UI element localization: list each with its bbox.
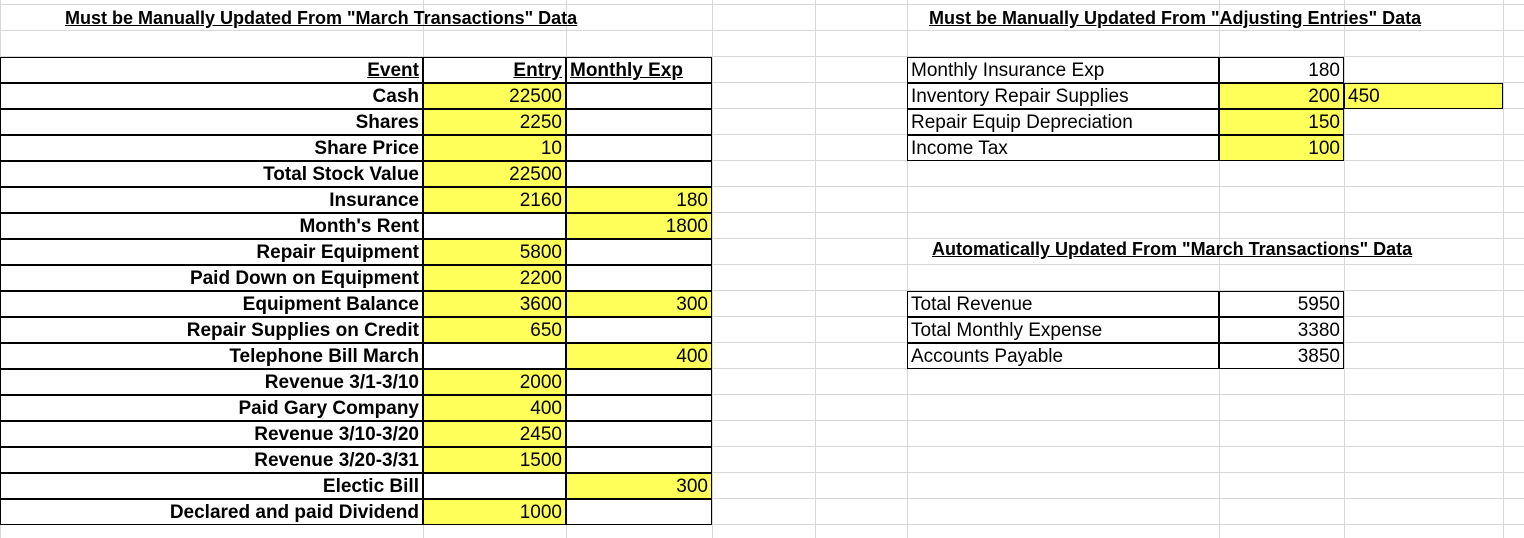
adjusting-label-cell[interactable]: Repair Equip Depreciation bbox=[907, 109, 1219, 135]
auto-value-cell[interactable]: 5950 bbox=[1219, 291, 1344, 317]
entry-cell[interactable]: 400 bbox=[423, 395, 566, 421]
entry-cell[interactable] bbox=[423, 473, 566, 499]
adjusting-value-cell[interactable]: 100 bbox=[1219, 135, 1344, 161]
adjusting-extra-cell[interactable]: 450 bbox=[1344, 83, 1503, 109]
auto-value-cell[interactable]: 3850 bbox=[1219, 343, 1344, 369]
event-label-cell[interactable]: Electic Bill bbox=[0, 473, 423, 499]
event-label-cell[interactable]: Share Price bbox=[0, 135, 423, 161]
entry-cell[interactable]: 2200 bbox=[423, 265, 566, 291]
monthly-exp-cell[interactable] bbox=[566, 83, 712, 109]
event-label-cell[interactable]: Repair Equipment bbox=[0, 239, 423, 265]
auto-value-cell[interactable]: 3380 bbox=[1219, 317, 1344, 343]
monthly-exp-cell[interactable] bbox=[566, 499, 712, 525]
header-adjusting-manual: Must be Manually Updated From "Adjusting Entries" Data bbox=[929, 8, 1422, 28]
auto-label-cell[interactable]: Total Monthly Expense bbox=[907, 317, 1219, 343]
header-march-manual: Must be Manually Updated From "March Transactions" Data bbox=[65, 8, 578, 28]
monthly-exp-cell[interactable] bbox=[566, 421, 712, 447]
monthly-exp-cell[interactable] bbox=[566, 395, 712, 421]
adjusting-label-cell[interactable]: Monthly Insurance Exp bbox=[907, 57, 1219, 83]
event-label-cell[interactable]: Cash bbox=[0, 83, 423, 109]
entry-cell[interactable] bbox=[423, 343, 566, 369]
entry-cell[interactable]: 5800 bbox=[423, 239, 566, 265]
monthly-exp-cell[interactable]: 400 bbox=[566, 343, 712, 369]
monthly-exp-cell[interactable] bbox=[566, 161, 712, 187]
entry-cell[interactable]: 3600 bbox=[423, 291, 566, 317]
monthly-exp-cell[interactable] bbox=[566, 239, 712, 265]
adjusting-value-cell[interactable]: 180 bbox=[1219, 57, 1344, 83]
event-label-cell[interactable]: Month's Rent bbox=[0, 213, 423, 239]
entry-cell[interactable]: 1000 bbox=[423, 499, 566, 525]
monthly-exp-cell[interactable] bbox=[566, 135, 712, 161]
event-label-cell[interactable]: Insurance bbox=[0, 187, 423, 213]
event-label-cell[interactable]: Revenue 3/1-3/10 bbox=[0, 369, 423, 395]
header-march-auto: Automatically Updated From "March Transactions" Data bbox=[932, 239, 1413, 259]
event-label-cell[interactable]: Equipment Balance bbox=[0, 291, 423, 317]
entry-cell[interactable]: 2250 bbox=[423, 109, 566, 135]
event-label-cell[interactable]: Paid Gary Company bbox=[0, 395, 423, 421]
monthly-exp-cell[interactable]: 300 bbox=[566, 291, 712, 317]
event-label-cell[interactable]: Revenue 3/10-3/20 bbox=[0, 421, 423, 447]
entry-cell[interactable]: 2160 bbox=[423, 187, 566, 213]
entry-cell[interactable]: 1500 bbox=[423, 447, 566, 473]
entry-cell[interactable]: 650 bbox=[423, 317, 566, 343]
event-label-cell[interactable]: Telephone Bill March bbox=[0, 343, 423, 369]
event-label-cell[interactable]: Declared and paid Dividend bbox=[0, 499, 423, 525]
entry-cell[interactable]: 10 bbox=[423, 135, 566, 161]
entry-cell[interactable]: 22500 bbox=[423, 83, 566, 109]
event-label-cell[interactable]: Paid Down on Equipment bbox=[0, 265, 423, 291]
column-header-monthly-exp[interactable]: Monthly Exp bbox=[566, 57, 712, 83]
auto-label-cell[interactable]: Total Revenue bbox=[907, 291, 1219, 317]
monthly-exp-cell[interactable]: 300 bbox=[566, 473, 712, 499]
monthly-exp-cell[interactable] bbox=[566, 369, 712, 395]
monthly-exp-cell[interactable]: 1800 bbox=[566, 213, 712, 239]
event-label-cell[interactable]: Repair Supplies on Credit bbox=[0, 317, 423, 343]
monthly-exp-cell[interactable] bbox=[566, 447, 712, 473]
column-header-entry[interactable]: Entry bbox=[423, 57, 566, 83]
monthly-exp-cell[interactable]: 180 bbox=[566, 187, 712, 213]
entry-cell[interactable]: 2000 bbox=[423, 369, 566, 395]
monthly-exp-cell[interactable] bbox=[566, 265, 712, 291]
adjusting-label-cell[interactable]: Inventory Repair Supplies bbox=[907, 83, 1219, 109]
event-label-cell[interactable]: Total Stock Value bbox=[0, 161, 423, 187]
monthly-exp-cell[interactable] bbox=[566, 109, 712, 135]
event-label-cell[interactable]: Revenue 3/20-3/31 bbox=[0, 447, 423, 473]
column-header-event[interactable]: Event bbox=[0, 57, 423, 83]
monthly-exp-cell[interactable] bbox=[566, 317, 712, 343]
event-label-cell[interactable]: Shares bbox=[0, 109, 423, 135]
auto-label-cell[interactable]: Accounts Payable bbox=[907, 343, 1219, 369]
adjusting-label-cell[interactable]: Income Tax bbox=[907, 135, 1219, 161]
entry-cell[interactable]: 22500 bbox=[423, 161, 566, 187]
entry-cell[interactable] bbox=[423, 213, 566, 239]
adjusting-value-cell[interactable]: 150 bbox=[1219, 109, 1344, 135]
adjusting-value-cell[interactable]: 200 bbox=[1219, 83, 1344, 109]
entry-cell[interactable]: 2450 bbox=[423, 421, 566, 447]
